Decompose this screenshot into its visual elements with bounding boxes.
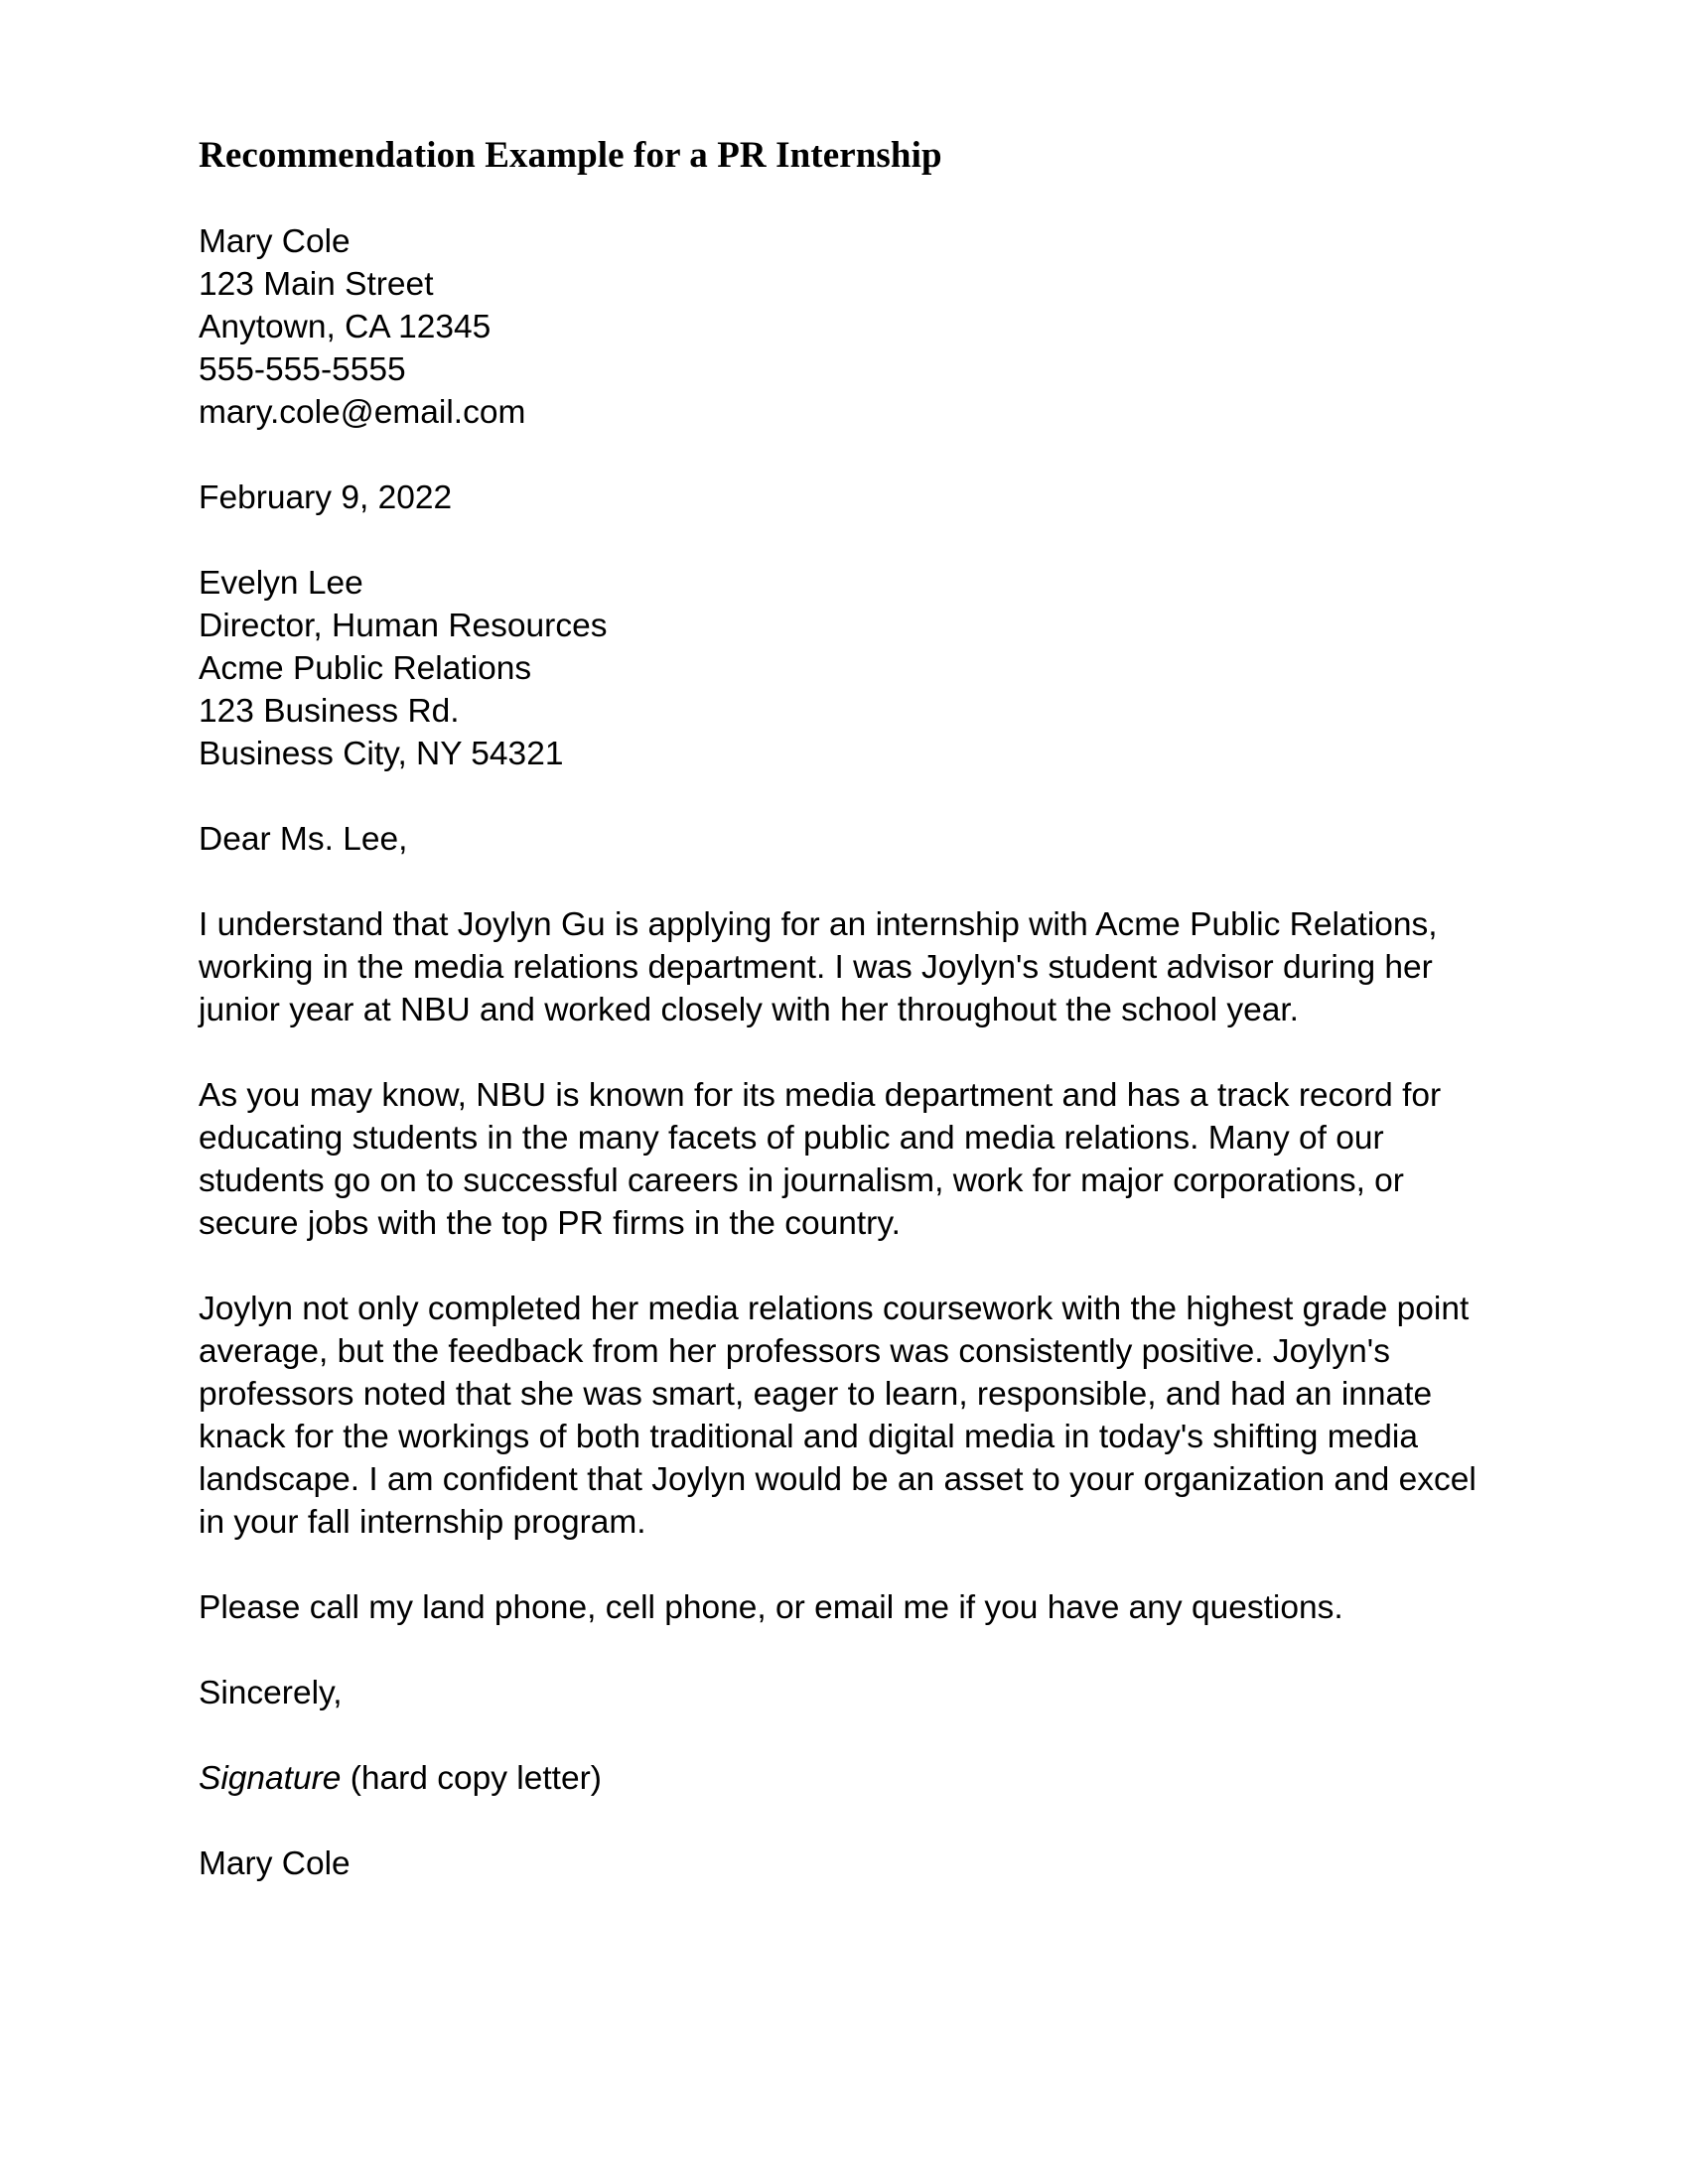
spacer-before-para-1 bbox=[199, 861, 1484, 903]
spacer-before-closing bbox=[199, 1629, 1484, 1672]
spacer-before-signer-name bbox=[199, 1800, 1484, 1843]
recipient-name: Evelyn Lee bbox=[199, 565, 363, 602]
sender-name: Mary Cole bbox=[199, 223, 351, 260]
spacer-before-date bbox=[199, 434, 1484, 477]
sender-address-block bbox=[199, 220, 1484, 434]
body-paragraph: As you may know, NBU is known for its media department and has a track record for educating students in the many facets of public and media relations. Many of our students go on to successful careers in journalism, work for major corporations, or secure jobs with the top PR firms in the country. bbox=[199, 1077, 1442, 1242]
signature-note: (hard copy letter) bbox=[341, 1760, 602, 1797]
signature-italic-label: Signature bbox=[199, 1760, 342, 1797]
spacer-before-para-2 bbox=[199, 1031, 1484, 1074]
salutation: Dear Ms. Lee, bbox=[199, 821, 408, 858]
sender-city-state-zip: Anytown, CA 12345 bbox=[199, 309, 492, 345]
recipient-street: 123 Business Rd. bbox=[199, 693, 460, 730]
spacer-before-para-3 bbox=[199, 1245, 1484, 1288]
sender-email: mary.cole@email.com bbox=[199, 394, 526, 431]
page-title: Recommendation Example for a PR Internship bbox=[199, 135, 942, 176]
closing-salutation: Sincerely, bbox=[199, 1675, 343, 1711]
sender-street: 123 Main Street bbox=[199, 266, 434, 303]
recipient-address-block bbox=[199, 562, 1484, 775]
spacer-after-title bbox=[199, 178, 1484, 220]
body-paragraph: Please call my land phone, cell phone, or email me if you have any questions. bbox=[199, 1589, 1343, 1626]
signer-name: Mary Cole bbox=[199, 1845, 351, 1882]
recipient-title: Director, Human Resources bbox=[199, 608, 608, 644]
spacer-before-para-4 bbox=[199, 1544, 1484, 1586]
body-paragraph: I understand that Joylyn Gu is applying for an internship with Acme Public Relations, working in the media relations department. I was Joylyn's student advisor during her junior year at NBU and worked closely with her throughout the school year. bbox=[199, 906, 1438, 1028]
recipient-city-state-zip: Business City, NY 54321 bbox=[199, 736, 564, 772]
spacer-before-salutation bbox=[199, 775, 1484, 818]
sender-phone: 555-555-5555 bbox=[199, 351, 406, 388]
spacer-before-signature bbox=[199, 1714, 1484, 1757]
recipient-company: Acme Public Relations bbox=[199, 650, 532, 687]
spacer-before-recipient bbox=[199, 519, 1484, 562]
letter-date: February 9, 2022 bbox=[199, 479, 453, 516]
body-paragraph: Joylyn not only completed her media relations coursework with the highest grade point average, but the feedback from her professors was consistently positive. Joylyn's professors noted that she was smart, eager to learn, responsible, and had an innate knack for the workings of both traditional and digital media in today's shifting media landscape. I am confident that Joylyn would be an asset to your organization and excel in your fall internship program. bbox=[199, 1291, 1477, 1541]
signature-placeholder-line bbox=[199, 1757, 1484, 1800]
letter-body bbox=[199, 134, 1484, 1885]
